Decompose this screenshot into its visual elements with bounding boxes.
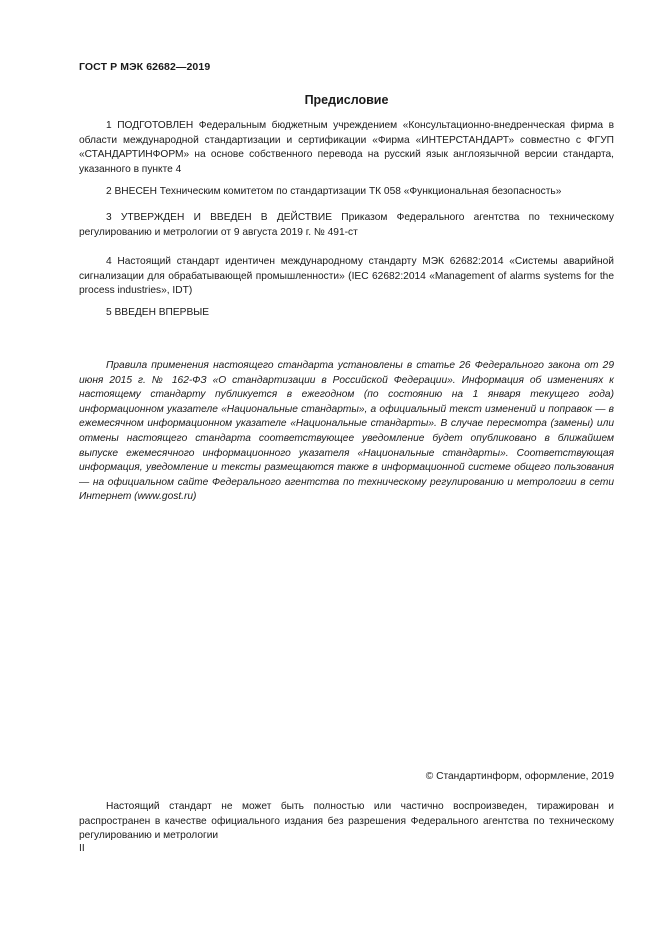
preface-item-3: 3 УТВЕРЖДЕН И ВВЕДЕН В ДЕЙСТВИЕ Приказом Федерального агентства по техническому регулированию и метрологии от 9 августа 2019 г. № 491-ст [79, 212, 614, 238]
preface-item-1: 1 ПОДГОТОВЛЕН Федеральным бюджетным учреждением «Консультационно-внедренческая фирма в области международной стандартизации и сертификации «Фирма «ИНТЕРСТАНДАРТ» совместно с ФГУП «СТАНДАРТИНФОРМ» на основе собственного перевода на русский язык англоязычной версии стандарта, указанного в пункте 4 [79, 120, 614, 175]
application-rules-notice: Правила применения настоящего стандарта установлены в статье 26 Федерального закона от 29 июня 2015 г. № 162-ФЗ «О стандартизации в Российской Федерации». Информация об изменениях к настоящему стандарту публикуется в ежегодном (по состоянию на 1 января текущего года) информационном указателе «Национальные стандарты», а официальный текст изменений и поправок — в ежемесячном информационном указателе «Национальные стандарты». В случае пересмотра (замены) или отмены настоящего стандарта соответствующее уведомление будет опубликовано в ближайшем выпуске ежемесячного информационного указателя «Национальные стандарты». Соответствующая информация, уведомление и тексты размещаются также в информационной системе общего пользования — на официальном сайте Федерального агентства по техническому регулированию и метрологии в сети Интернет (www.gost.ru) [79, 360, 614, 503]
preface-item-2: 2 ВНЕСЕН Техническим комитетом по стандартизации ТК 058 «Функциональная безопасность» [106, 186, 562, 197]
preface-item-4: 4 Настоящий стандарт идентичен международному стандарту МЭК 62682:2014 «Системы аварийной сигнализации для обрабатывающей промышленности» (IEC 62682:2014 «Management of alarms systems for the process industries», IDT) [79, 256, 614, 297]
standard-code-header: ГОСТ Р МЭК 62682—2019 [79, 61, 211, 73]
copyright-line: © Стандартинформ, оформление, 2019 [425, 771, 614, 782]
page-title: Предисловие [304, 93, 389, 107]
preface-item-5: 5 ВВЕДЕН ВПЕРВЫЕ [106, 307, 210, 318]
reproduction-notice: Настоящий стандарт не может быть полностью или частично воспроизведен, тиражирован и распространен в качестве официального издания без разрешения Федерального агентства по техническому регулированию и метрологии [79, 801, 614, 842]
page-number: II [79, 843, 85, 854]
